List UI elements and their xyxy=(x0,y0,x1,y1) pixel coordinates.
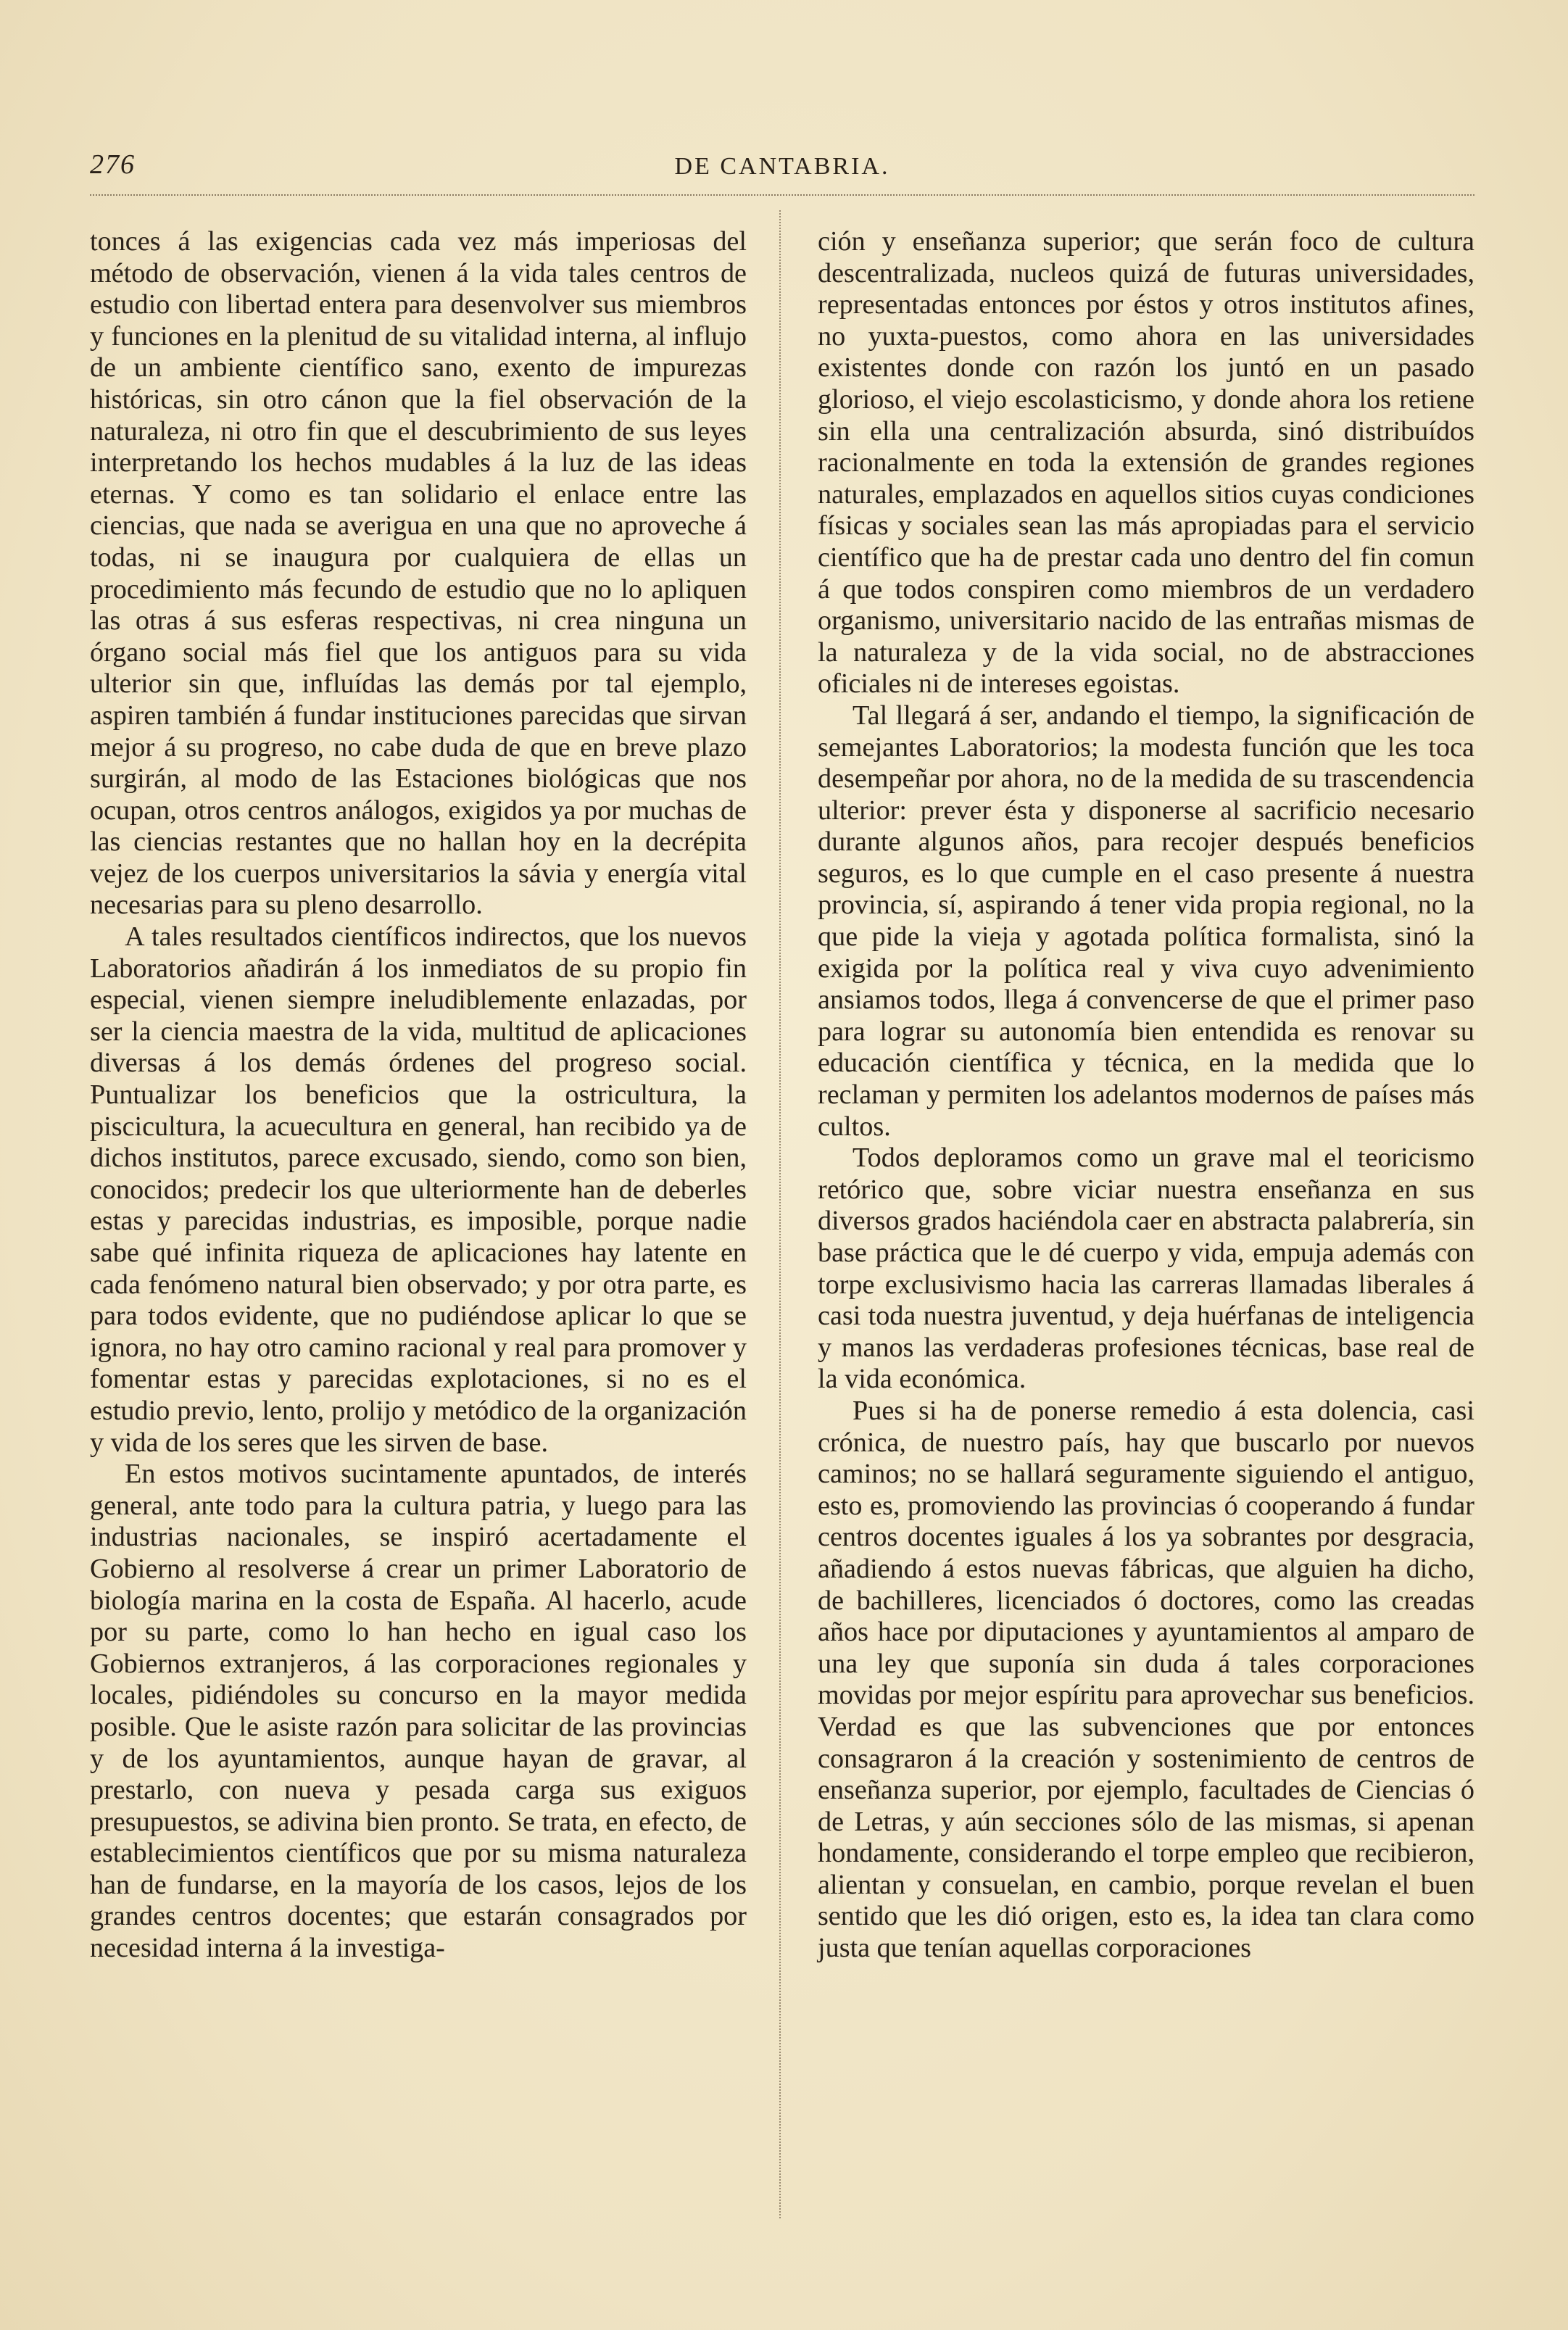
running-head xyxy=(90,149,1474,192)
paragraph-left-2: A tales resultados científicos indirectos, que los nuevos Laboratorios añadirán á los inmediatos de su propio fin especial, vienen siempre ineludiblemente enlazadas, por ser la ciencia maestra de la vida, multitud de aplicaciones diversas á los demás órdenes del progreso social. Puntualizar los beneficios que la ostricultura, la piscicultura, la acuecultura en general, han recibido ya de dichos institutos, parece excusado, siendo, como son bien, conocidos; predecir los que ulteriormente han de deberles estas y parecidas industrias, es imposible, porque nadie sabe qué infinita riqueza de aplicaciones hay latente en cada fenómeno natural bien observado; y por otra parte, es para todos evidente, que no pudiéndose aplicar lo que se ignora, no hay otro camino racional y real para promover y fomentar estas y parecidas explotaciones, si no es el estudio previo, lento, prolijo y metódico de la organización y vida de los seres que les sirven de base. xyxy=(90,921,747,1458)
page-number: 276 xyxy=(90,149,136,180)
left-column xyxy=(90,226,747,1965)
column-divider xyxy=(779,210,781,2218)
paragraph-right-4: Pues si ha de ponerse remedio á esta dolencia, casi crónica, de nuestro país, hay que buscarlo por nuevos caminos; no se hallará seguramente siguiendo el antiguo, esto es, promoviendo las provincias ó cooperando á fundar centros docentes iguales á los ya sobrantes por desgracia, añadiendo á estos nuevas fábricas, que alguien ha dicho, de bachilleres, licenciados ó doctores, como las creadas años hace por diputaciones y ayuntamientos al amparo de una ley que suponía sin duda á tales corporaciones movidas por mejor espíritu para aprovechar sus beneficios. Verdad es que las subvenciones que por entonces consagraron á la creación y sostenimiento de centros de enseñanza superior, por ejemplo, facultades de Ciencias ó de Letras, y aún secciones sólo de las mismas, si apenan hondamente, considerando el torpe empleo que recibieron, alientan y consuelan, en cambio, porque revelan el buen sentido que les dió origen, esto es, la idea tan clara como justa que tenían aquellas corporaciones xyxy=(818,1395,1474,1964)
header-rule xyxy=(90,194,1474,196)
paragraph-right-2: Tal llegará á ser, andando el tiempo, la significación de semejantes Laboratorios; la modesta función que les toca desempeñar por ahora, no de la medida de su trascendencia ulterior: prever ésta y disponerse al sacrificio necesario durante algunos años, para recojer después beneficios seguros, es lo que cumple en el caso presente á nuestra provincia, sí, aspirando á tener vida propia regional, no la que pide la vieja y agotada política formalista, sinó la exigida por la política real y viva cuyo advenimiento ansiamos todos, llega á convencerse de que el primer paso para lograr su autonomía bien entendida es renovar su educación científica y técnica, en la medida que lo reclaman y permiten los adelantos modernos de países más cultos. xyxy=(818,700,1474,1142)
paragraph-right-3: Todos deploramos como un grave mal el teoricismo retórico que, sobre viciar nuestra enseñanza en sus diversos grados haciéndola caer en abstracta palabrería, sin base práctica que le dé cuerpo y vida, empuja además con torpe exclusivismo hacia las carreras llamadas liberales á casi toda nuestra juventud, y deja huérfanas de inteligencia y manos las verdaderas profesiones técnicas, base real de la vida económica. xyxy=(818,1143,1474,1395)
paragraph-right-1: ción y enseñanza superior; que serán foco de cultura descentralizada, nucleos quizá de futuras universidades, representadas entonces por éstos y otros institutos afines, no yuxta-puestos, como ahora en las universidades existentes donde con razón los juntó en un pasado glorioso, el viejo escolasticismo, y donde ahora los retiene sin ella una centralización absurda, sinó distribuídos racionalmente en toda la extensión de grandes regiones naturales, emplazados en aquellos sitios cuyas condiciones físicas y sociales sean las más apropiadas para el servicio científico que ha de prestar cada uno dentro del fin comun á que todos conspiren como miembros de un verdadero organismo, universitario nacido de las entrañas mismas de la naturaleza y de la vida social, no de abstracciones oficiales ni de intereses egoistas. xyxy=(818,226,1474,700)
paragraph-left-3: En estos motivos sucintamente apuntados, de interés general, ante todo para la cultura patria, y luego para las industrias nacionales, se inspiró acertadamente el Gobierno al resolverse á crear un primer Laboratorio de biología marina en la costa de España. Al hacerlo, acude por su parte, como lo han hecho en igual caso los Gobiernos extranjeros, á las corporaciones regionales y locales, pidiéndoles su concurso en la mayor medida posible. Que le asiste razón para solicitar de las provincias y de los ayuntamientos, aunque hayan de gravar, al prestarlo, con nueva y pesada carga sus exiguos presupuestos, se adivina bien pronto. Se trata, en efecto, de establecimientos científicos que por su misma naturaleza han de fundarse, en la mayoría de los casos, lejos de los grandes centros docentes; que estarán consagrados por necesidad interna á la investiga- xyxy=(90,1459,747,1964)
right-column xyxy=(818,226,1474,1965)
paragraph-left-1: tonces á las exigencias cada vez más imperiosas del método de observación, vienen á la vida tales centros de estudio con libertad entera para desenvolver sus miembros y funciones en la plenitud de su vitalidad interna, al influjo de un ambiente científico sano, exento de impurezas históricas, sin otro cánon que la fiel observación de la naturaleza, ni otro fin que el descubrimiento de sus leyes interpretando los hechos mudables á la luz de las ideas eternas. Y como es tan solidario el enlace entre las ciencias, que nada se averigua en una que no aproveche á todas, ni se inaugura por cualquiera de ellas un procedimiento más fecundo de estudio que no lo apliquen las otras á sus esferas respectivas, ni crea ninguna un órgano social más fiel que los antiguos para su vida ulterior sin que, influídas las demás por tal ejemplo, aspiren también á fundar instituciones parecidas que sirvan mejor á su progreso, no cabe duda de que en breve plazo surgirán, al modo de las Estaciones biológicas que nos ocupan, otros centros análogos, exigidos ya por muchas de las ciencias restantes que no hallan hoy en la decrépita vejez de los cuerpos universitarios la sávia y energía vital necesarias para su pleno desarrollo. xyxy=(90,226,747,921)
running-title: DE CANTABRIA. xyxy=(674,153,890,180)
